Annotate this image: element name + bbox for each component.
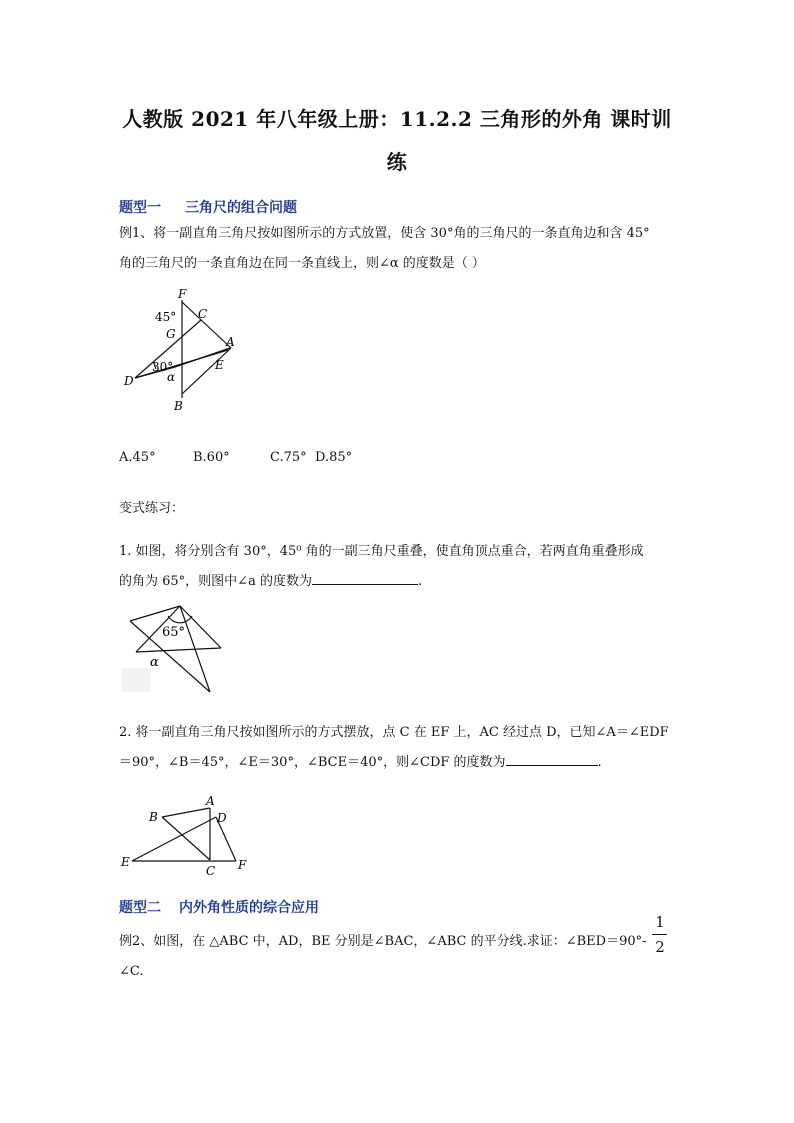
section-heading-1 [119,197,297,217]
example2-line1: 例2、如图，在 △ABC 中，AD，BE 分别是∠BAC，∠ABC 的平分线.求证：∠BED＝90°- [119,934,647,949]
q1-text [119,537,679,597]
fig1-label-b: B [174,399,183,413]
example1-line1: 例1、将一副直角三角尺按如图所示的方式放置，使含 30°角的三角尺的一条直角边和含 45° [119,226,650,241]
fig1-label-a: A [226,335,235,349]
fraction-bar [652,934,667,935]
fig2-tri2-base [136,648,221,652]
q2-answer-blank[interactable] [506,751,598,766]
example1-text [119,219,679,279]
q2-line2-end: . [597,755,602,770]
example2-line2: ∠C. [119,964,144,979]
fig3-line-ba [162,808,210,817]
fig3-label-c: C [206,864,216,877]
page-title-line2: 练 [386,150,408,174]
q1-line2-end: . [417,574,423,589]
fig3-label-b: B [149,810,158,824]
page-title-line1: 人教版 2021 年八年级上册：11.2.2 三角形的外角 课时训 [122,107,672,131]
variant-heading: 变式练习： [119,501,185,516]
fig2-tri2-right [180,606,221,648]
option-b: B.60° [193,450,230,465]
fig1-label-g: G [166,327,176,341]
fig1-label-e: E [215,358,224,372]
fig1-label-alpha: α [167,370,176,384]
fig2-label-65: 65° [162,625,186,640]
fig3-label-a: A [206,795,215,808]
section-name: 内外角性质的综合应用 [179,900,319,916]
fig1-label-45: 45° [155,310,177,324]
fig3-label-f: F [238,858,247,872]
fig1-label-d: D [124,374,134,388]
section-name: 三角尺的组合问题 [185,200,297,216]
fig3-label-d: D [217,811,227,825]
q2-line1: 2. 将一副直角三角尺按如图所示的方式摆放，点 C 在 EF 上，AC 经过点 D，已知∠A＝∠EDF [119,725,669,740]
option-d: D.85° [315,450,353,465]
q2-figure [118,795,254,877]
q1-line2-text: 的角为 65°，则图中∠a 的度数为 [119,574,312,589]
q1-line1: 1. 如图，将分别含有 30°，45⁰ 角的一副三角尺重叠，使直角顶点重合，若两直角重叠形成 [119,544,644,559]
section-label: 题型二 [119,900,161,916]
fig1-label-c: C [198,307,208,321]
section-label: 题型一 [119,200,161,216]
fig3-label-e: E [121,855,130,869]
q1-figure [118,600,230,698]
fig2-arc-65 [168,616,192,623]
example1-figure [118,286,248,416]
option-a: A.45° [119,450,156,465]
example1-line2: 角的三角尺的一条直角边在同一条直线上，则∠α 的度数是（ ） [119,256,485,271]
fig1-label-30: 30° [152,360,174,374]
fig2-shade [121,668,151,692]
fraction-numerator: 1 [655,913,665,931]
q1-line2 [119,567,679,597]
fig1-label-f: F [178,287,187,301]
q2-line2 [119,748,679,778]
q2-text [119,718,679,778]
fig2-label-alpha: α [150,655,159,670]
section-heading-2 [119,897,319,917]
option-c: C.75° [270,450,307,465]
q1-answer-blank[interactable] [312,570,418,585]
q2-line2-text: ＝90°，∠B＝45°，∠E＝30°，∠BCE＝40°，则∠CDF 的度数为 [119,755,506,770]
fraction-denominator: 2 [655,938,665,956]
